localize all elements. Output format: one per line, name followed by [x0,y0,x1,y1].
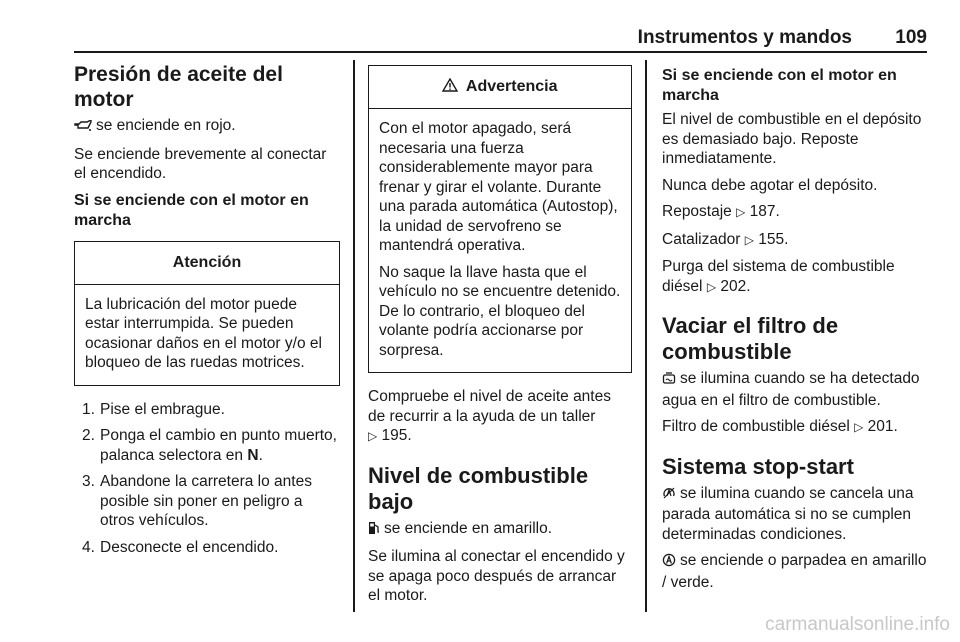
paragraph-text: se enciende en rojo. [96,117,236,134]
subheading-engine-running: Si se enciende con el motor en marcha [662,67,897,104]
paragraph-text: se ilumina cuando se ha detectado agua en el filtro de combustible. [662,370,920,409]
gear-position-n: N [247,446,259,464]
list-item [74,472,340,531]
page-number: 109 [895,27,927,48]
paragraph [662,551,932,592]
paragraph-text: se ilumina cuando se cancela una parada automática si no se cumplen determinadas condiciones. [662,484,914,543]
ref-label: Repostaje [662,203,732,220]
fuel-filter-icon [662,371,676,391]
section-heading-oil-pressure: Presión de aceite del motor [74,63,283,111]
list-number: 4. [82,538,95,556]
paragraph [368,519,632,541]
oil-can-icon [74,118,92,138]
page-ref-arrow-icon: ▷ [736,205,746,219]
paragraph [368,387,632,447]
paragraph [662,484,932,545]
page-ref: 201. [867,418,898,435]
steps-list [74,400,340,558]
list-text: Desconecte el encendido. [100,538,279,556]
page-ref: 187. [749,203,780,220]
column-divider-right [645,60,647,612]
page-ref-arrow-icon: ▷ [706,279,717,294]
list-number: 1. [82,400,95,418]
list-text: Abandone la carretera lo antes posible sin poner en peligro a otros vehículos. [100,473,312,529]
warning-text: No saque la llave hasta que el vehículo no se encuentre detenido. De lo contrario, el bloqueo del volante podría accionarse por sorpresa. [379,263,621,359]
paragraph: Nunca debe agotar el depósito. [662,176,878,194]
section-heading-fuel-filter: Vaciar el filtro de combustible [662,313,839,364]
list-text: Pise el embrague. [100,400,225,418]
warning-body [369,109,631,372]
autostop-icon [662,553,676,573]
list-text: Ponga el cambio en punto muerto, palanca selectora en [100,427,337,464]
autostop-off-icon [662,486,676,506]
header-rule [74,51,927,53]
paragraph: El nivel de combustible en el depósito es demasiado bajo. Reposte inmediatamente. [662,111,922,167]
page-ref-arrow-icon: ▷ [368,429,378,443]
column-1 [74,62,340,564]
page-ref: 202. [720,277,751,295]
warning-text: Con el motor apagado, será necesaria una fuerza considerablemente mayor para frenar y girar el volante. Durante una parada automática (Autostop), la unidad de servofreno se mantendrá operativa. [379,120,618,254]
warning-box [368,65,632,373]
page-ref: 195. [381,427,412,444]
paragraph [662,369,932,410]
notice-title: Atención [75,242,339,285]
column-3 [662,62,932,599]
paragraph-text: se enciende o parpadea en amarillo / verde. [662,552,927,591]
column-divider-left [353,60,355,612]
notice-box [74,241,340,386]
paragraph-text: se enciende en amarillo. [384,519,553,537]
watermark: carmanualsonline.info [765,614,950,635]
warning-title [369,66,631,109]
section-heading-stop-start: Sistema stop-start [662,453,854,479]
notice-body [75,285,339,385]
list-tail: . [258,446,263,464]
notice-text: La lubricación del motor puede estar interrumpida. Se pueden ocasionar daños en el motor y/o el bloqueo de las ruedas motrices. [85,295,322,371]
warning-title-text: Advertencia [465,78,558,95]
list-number: 3. [82,473,95,490]
column-2 [368,55,632,613]
list-item [74,426,340,465]
list-number: 2. [82,427,95,444]
subheading-engine-running: Si se enciende con el motor en marcha [74,191,309,229]
page-ref: 155. [758,230,789,248]
list-item [74,538,340,558]
warning-triangle-icon [442,78,462,95]
page-ref-arrow-icon: ▷ [744,232,754,247]
paragraph [662,257,932,297]
paragraph [662,230,932,251]
page-header-title: Instrumentos y mandos [637,27,852,48]
fuel-pump-icon [368,521,380,541]
paragraph: Se enciende brevemente al conectar el encendido. [74,145,327,182]
ref-label: Purga del sistema de combustible diésel [662,258,895,295]
ref-label: Catalizador [662,230,741,248]
paragraph [74,116,340,138]
paragraph [662,202,932,223]
section-heading-low-fuel: Nivel de combustible bajo [368,462,589,514]
paragraph: Se ilumina al conectar el encendido y se apaga poco después de arrancar el motor. [368,548,625,604]
paragraph [662,417,932,438]
paragraph-text: Compruebe el nivel de aceite antes de recurrir a la ayuda de un taller [368,388,611,425]
page-ref-arrow-icon: ▷ [854,420,864,434]
ref-label: Filtro de combustible diésel [662,418,850,435]
list-item [74,400,340,420]
